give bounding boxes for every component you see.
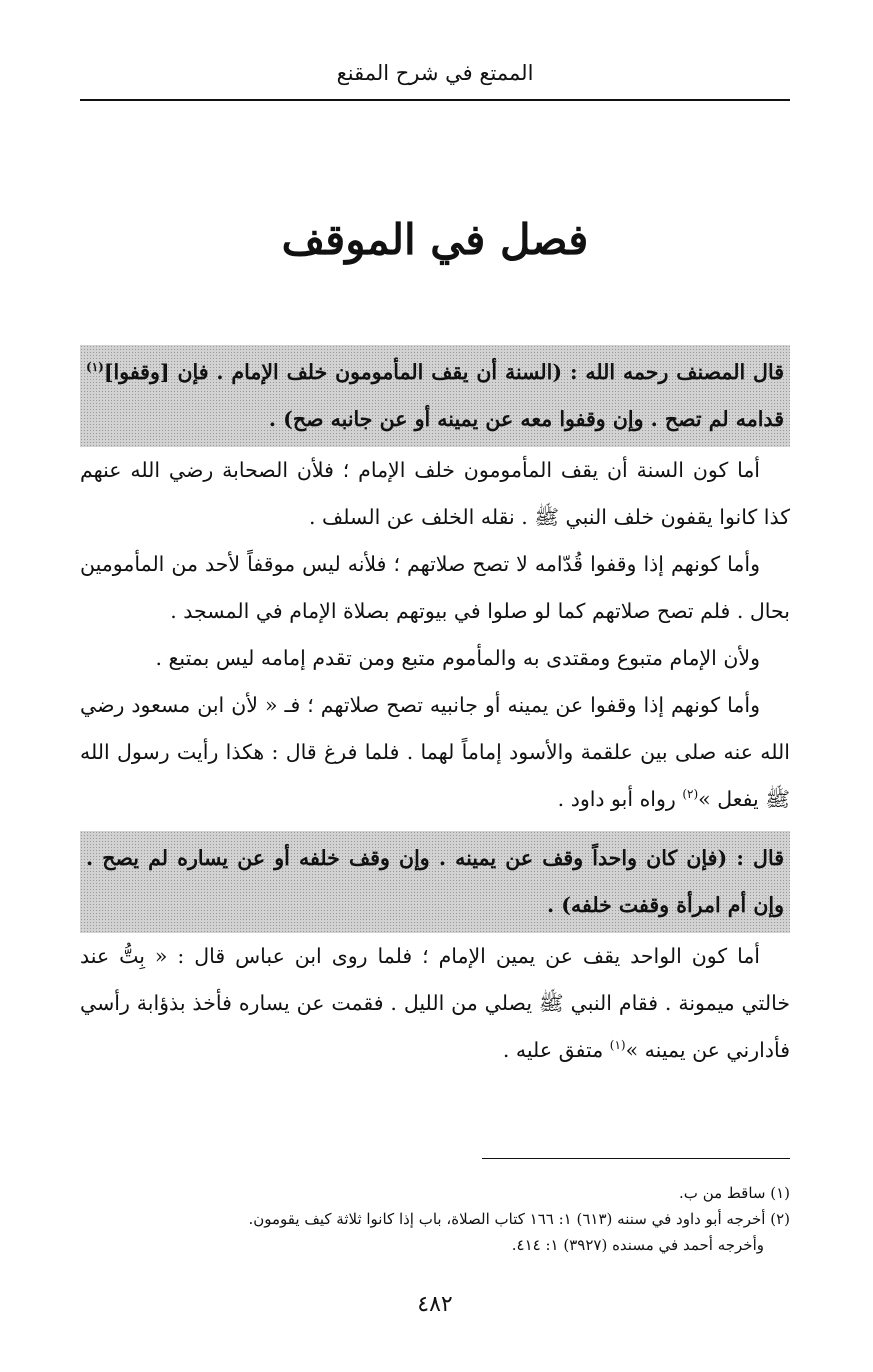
footnote: (١) ساقط من ب. [679, 1184, 790, 1202]
running-header: الممتع في شرح المقنع [336, 61, 534, 85]
sharh-text-cont: رواه أبو داود . [557, 787, 683, 811]
page-body [80, 345, 790, 1074]
matn-passage [80, 345, 790, 447]
footnotes [80, 1180, 790, 1258]
sharh-text-cont: متفق عليه . [502, 1038, 610, 1062]
footnote: (٢) أخرجه أبو داود في سننه (٦١٣) ١: ١٦٦ كتاب الصلاة، باب إذا كانوا ثلاثة كيف يقومون. [248, 1210, 790, 1228]
page-number: ٤٨٢ [417, 1292, 453, 1317]
sharh-paragraph: وأما كونهم إذا وقفوا قُدّامه لا تصح صلاتهم ؛ فلأنه ليس موقفاً لأحد من المأمومين بحال . فلم تصح صلاتهم كما لو صلوا في بيوتهم بصلاة الإمام في المسجد . [80, 552, 790, 623]
chapter-title: فصل في الموقف [281, 215, 589, 264]
footnote-rule [482, 1158, 790, 1159]
sharh-text: أما كون الواحد يقف عن يمين الإمام ؛ فلما روى ابن عباس قال : « بِتُّ عند خالتي ميمونة . فقام النبي ﷺ يصلي من الليل . فقمت عن يساره فأخذ بذؤابة رأسي فأدارني عن يمينه » [80, 944, 790, 1062]
header-rule [80, 99, 790, 101]
sharh-paragraph [80, 933, 790, 1074]
footnote-continuation: وأخرجه أحمد في مسنده (٣٩٢٧) ١: ٤١٤. [511, 1236, 764, 1254]
matn-passage: قال : (فإن كان واحداً وقف عن يمينه . وإن وقف خلفه أو عن يساره لم يصح . وإن أم امرأة وقفت خلفه) . [80, 831, 790, 933]
sharh-text: وأما كونهم إذا وقفوا عن يمينه أو جانبيه تصح صلاتهم ؛ فـ « لأن ابن مسعود رضي الله عنه صلى بين علقمة والأسود إماماً لهما . فلما فرغ قال : هكذا رأيت رسول الله ﷺ يفعل » [80, 693, 790, 811]
sharh-paragraph [80, 682, 790, 823]
matn-text: قال المصنف رحمه الله : (السنة أن يقف المأمومون خلف الإمام . فإن [وقفوا] [103, 360, 784, 384]
footnote-ref: (١) [609, 1038, 626, 1053]
footnote-ref: (٢) [682, 787, 699, 802]
matn-text-cont: قدامه لم تصح . وإن وقفوا معه عن يمينه أو عن جانبه صح) . [268, 407, 784, 431]
sharh-paragraph: أما كون السنة أن يقف المأمومون خلف الإمام ؛ فلأن الصحابة رضي الله عنهم كذا كانوا يقفون خلف النبي ﷺ . نقله الخلف عن السلف . [80, 458, 790, 529]
sharh-paragraph: ولأن الإمام متبوع ومقتدى به والمأموم متبع ومن تقدم إمامه ليس بمتبع . [155, 646, 760, 670]
footnote-ref: (١) [86, 360, 104, 375]
